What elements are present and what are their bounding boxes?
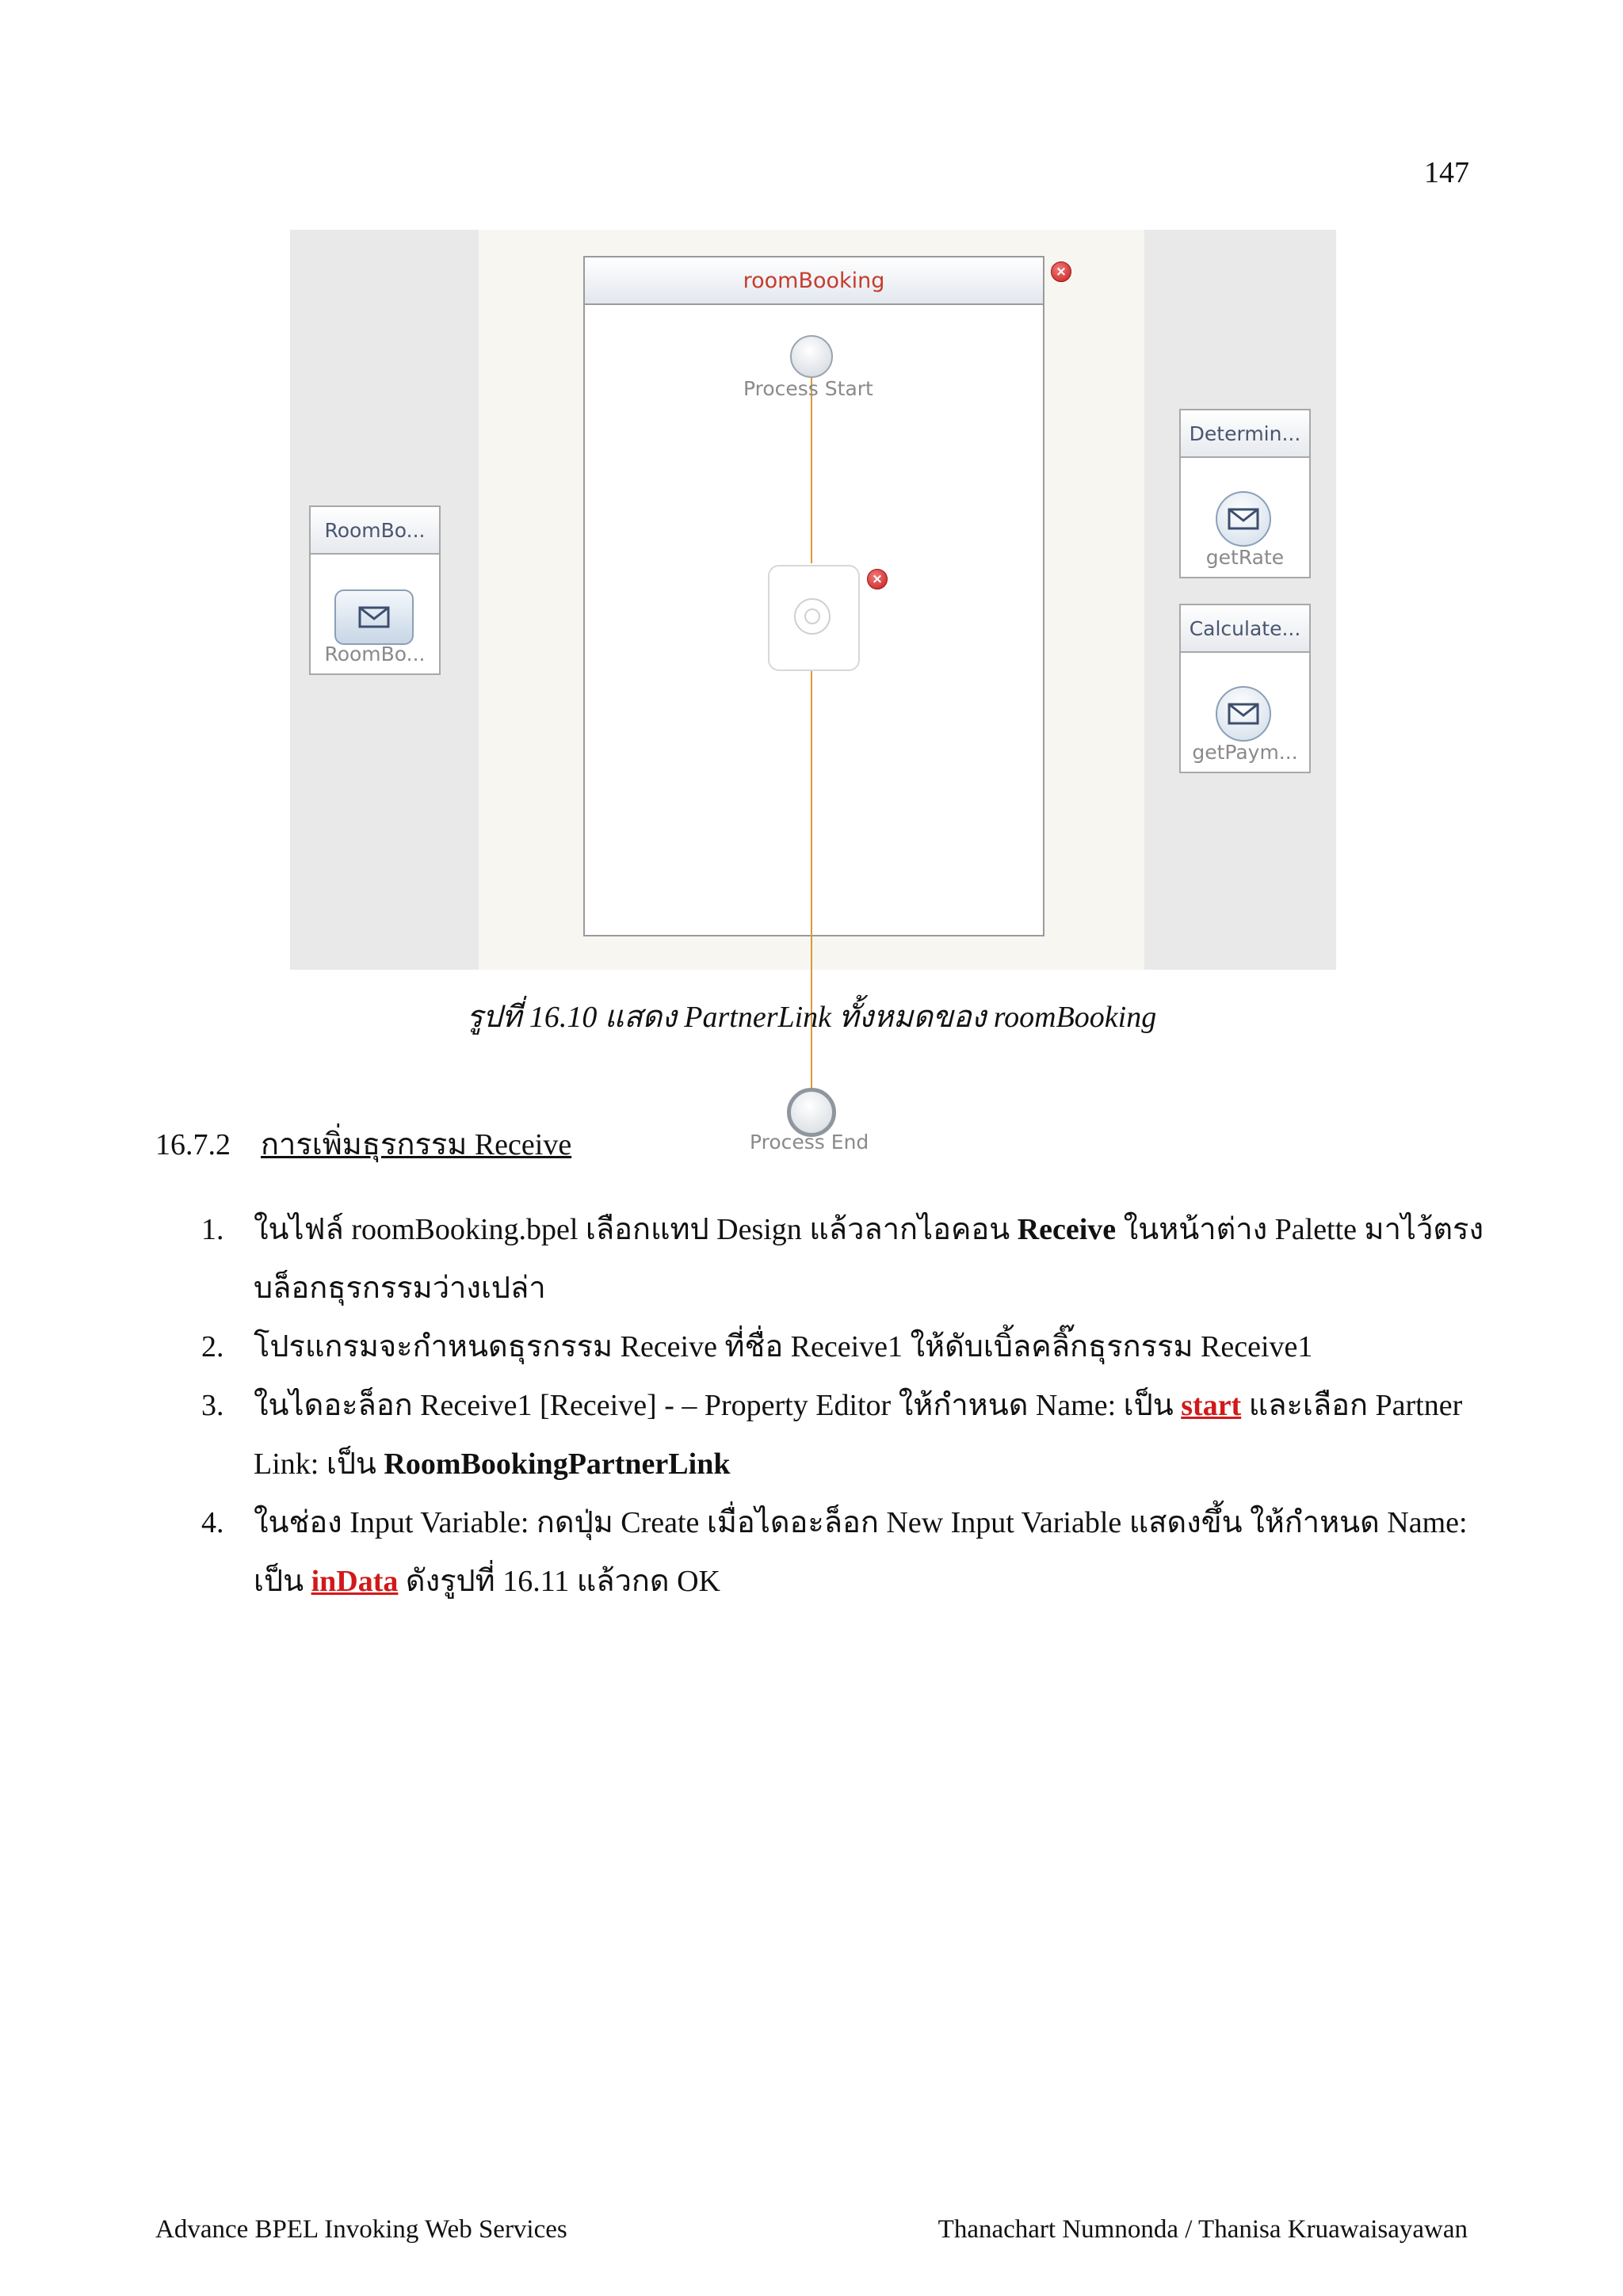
partner-link-operation: getPaym... (1192, 741, 1298, 764)
process-start-node[interactable] (790, 335, 833, 378)
figure-caption: รูปที่ 16.10 แสดง PartnerLink ทั้งหมดของ roomBooking (466, 1001, 1157, 1034)
section-heading (155, 1119, 571, 1168)
step-text: ในไดอะล็อก Receive1 [Receive] - – Property Editor ให้กำหนด Name: เป็น (254, 1389, 1182, 1422)
partner-link-title: RoomBo... (311, 507, 439, 555)
partner-link-body (1181, 653, 1309, 772)
error-icon[interactable]: × (867, 569, 888, 589)
empty-activity-block[interactable] (768, 565, 860, 671)
partner-link-roombooking[interactable] (309, 505, 441, 675)
step-text: โปรแกรมจะกำหนดธุรกรรม Receive ที่ชื่อ Receive1 ให้ดับเบิ้ลคลิ๊กธุรกรรม Receive1 (254, 1330, 1313, 1363)
step-highlight: inData (311, 1565, 399, 1598)
step-number: 1. (201, 1213, 224, 1246)
step-text: ในช่อง Input Variable: กดปุ่ม Create เมื่อไดอะล็อก New Input Variable แสดงขึ้น ให้กำหนด Name: เป็น (254, 1506, 1468, 1598)
section-title: การเพิ่มธุรกรรม Receive (261, 1128, 572, 1161)
partner-link-operation: getRate (1205, 546, 1285, 569)
partner-link-operation: RoomBo... (324, 643, 426, 666)
empty-activity-icon (794, 598, 831, 635)
step-text: และเลือก Partner Link: เป็น (254, 1389, 1463, 1481)
partner-link-title: Determin... (1181, 410, 1309, 458)
partner-link-calculate[interactable] (1179, 604, 1311, 773)
envelope-icon[interactable] (1216, 686, 1271, 742)
step-emphasis: RoomBookingPartnerLink (384, 1447, 731, 1481)
list-item (201, 1318, 1485, 1376)
step-number: 2. (201, 1330, 224, 1363)
list-item (201, 1376, 1485, 1493)
footer-right: Thanachart Numnonda / Thanisa Kruawaisayawan (938, 2215, 1468, 2244)
partner-link-title: Calculate... (1181, 605, 1309, 653)
partner-link-body (1181, 458, 1309, 577)
partner-link-determine[interactable] (1179, 409, 1311, 578)
envelope-icon[interactable] (334, 589, 414, 645)
process-end-node[interactable] (787, 1088, 836, 1137)
section-number: 16.7.2 (155, 1128, 231, 1161)
list-item (201, 1493, 1485, 1611)
step-text: ดังรูปที่ 16.11 แล้วกด OK (398, 1565, 720, 1598)
step-text: ในหน้าต่าง Palette มาไว้ตรงบล็อกธุรกรรมว่างเปล่า (254, 1213, 1484, 1305)
list-item (201, 1200, 1485, 1318)
footer-left: Advance BPEL Invoking Web Services (155, 2215, 567, 2244)
step-text: ในไฟล์ roomBooking.bpel เลือกแทป Design แล้วลากไอคอน (254, 1213, 1018, 1246)
step-highlight: start (1181, 1389, 1242, 1422)
error-icon[interactable]: × (1051, 261, 1071, 282)
partner-link-body (311, 555, 439, 673)
process-title: roomBooking (585, 257, 1043, 305)
step-number: 4. (201, 1506, 224, 1539)
page-number: 147 (1424, 156, 1469, 189)
step-number: 3. (201, 1389, 224, 1422)
step-emphasis: Receive (1017, 1213, 1117, 1246)
step-list (201, 1200, 1485, 1611)
flow-connector (811, 375, 812, 563)
process-start-label: Process Start (743, 377, 873, 400)
process-end-label: Process End (750, 1131, 869, 1154)
envelope-icon[interactable] (1216, 491, 1271, 547)
